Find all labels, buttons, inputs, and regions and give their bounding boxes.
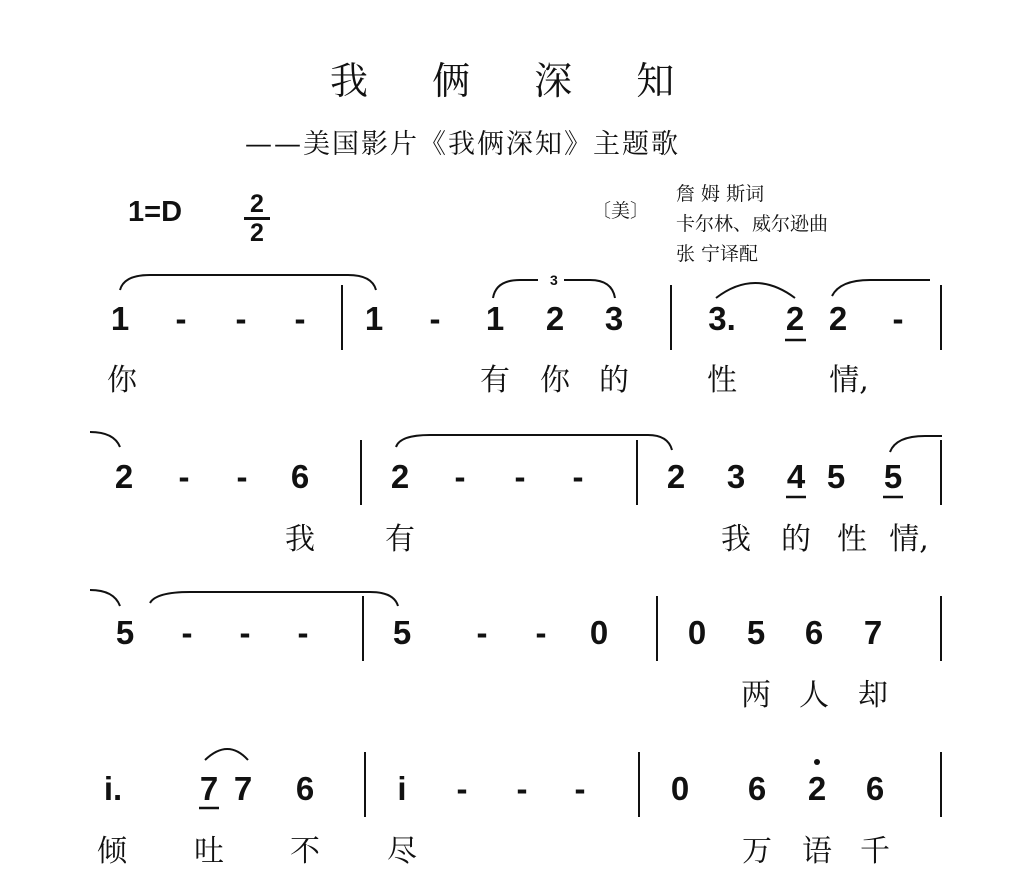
note: - (235, 300, 247, 337)
note: i. (103, 770, 123, 807)
note: - (456, 770, 468, 807)
tuplet-bracket (493, 280, 615, 298)
note: 3. (708, 300, 736, 337)
note: 3 (604, 300, 624, 337)
note: - (514, 458, 526, 495)
tuplet-number: 3 (550, 272, 558, 288)
meter-bottom: 2 (250, 219, 264, 247)
note: - (516, 770, 528, 807)
lyric: 情, (889, 522, 929, 557)
lyric: 尽 (387, 834, 417, 869)
note: 2 (545, 300, 565, 337)
credit-lyricist: 詹 姆 斯词 (676, 183, 765, 205)
lyric: 却 (858, 678, 888, 713)
note: - (454, 458, 466, 495)
note: 7 (233, 770, 253, 807)
note: - (236, 458, 248, 495)
note: 1 (364, 300, 384, 337)
note: - (429, 300, 441, 337)
meter-top: 2 (250, 190, 264, 218)
lyric: 万 (742, 834, 772, 869)
note: 5 (746, 614, 766, 651)
note: - (535, 614, 547, 651)
slur (716, 283, 795, 298)
note: 5 (826, 458, 846, 495)
note: 2 (828, 300, 848, 337)
note: - (181, 614, 193, 651)
lyric: 性 (707, 363, 737, 398)
credit-composer: 卡尔林、威尔逊曲 (676, 213, 829, 235)
note: 2 (785, 300, 805, 337)
note: i (397, 770, 407, 807)
note: 1 (110, 300, 130, 337)
slur (396, 435, 672, 450)
note: 4 (786, 458, 806, 495)
lyric: 的 (781, 522, 811, 557)
slur (90, 432, 120, 447)
lyric: 我 (285, 522, 315, 557)
song-title: 我 俩 深 知 (330, 59, 701, 103)
note: - (175, 300, 187, 337)
note: - (574, 770, 586, 807)
credit-translator: 张 宁译配 (676, 243, 759, 265)
slur (832, 280, 930, 296)
lyric: 千 (860, 834, 890, 869)
note: 0 (687, 614, 707, 651)
lyric: 不 (290, 834, 320, 869)
note: 6 (290, 458, 310, 495)
note: 0 (670, 770, 690, 807)
lyric: 语 (802, 834, 832, 869)
note: 5 (392, 614, 412, 651)
lyric: 你 (107, 363, 137, 398)
lyric: 你 (540, 363, 570, 398)
note: 2 (390, 458, 410, 495)
note: - (239, 614, 251, 651)
note: 6 (747, 770, 767, 807)
note: - (297, 614, 309, 651)
lyric: 性 (837, 522, 867, 557)
octave-dot (814, 759, 820, 765)
slur (150, 592, 398, 606)
lyric: 我 (721, 522, 751, 557)
note: 1 (485, 300, 505, 337)
slur (890, 436, 942, 452)
note: 6 (804, 614, 824, 651)
lyric: 的 (599, 363, 629, 398)
note: 0 (589, 614, 609, 651)
note: 5 (115, 614, 135, 651)
lyric: 倾 (97, 834, 127, 869)
note: 5 (883, 458, 903, 495)
lyric: 两 (741, 678, 771, 713)
lyric: 有 (480, 363, 510, 398)
note: - (572, 458, 584, 495)
slur (205, 749, 248, 760)
note: - (294, 300, 306, 337)
note: - (892, 300, 904, 337)
note: 2 (807, 770, 827, 807)
slur (90, 590, 120, 606)
lyric: 有 (385, 522, 415, 557)
note: - (178, 458, 190, 495)
note: 2 (666, 458, 686, 495)
note: 2 (114, 458, 134, 495)
lyric: 情, (829, 363, 869, 398)
credit-origin: 〔美〕 (592, 200, 650, 222)
note: 6 (865, 770, 885, 807)
slur (120, 275, 376, 290)
key-signature: 1=D (128, 196, 183, 228)
note: - (476, 614, 488, 651)
note: 3 (726, 458, 746, 495)
note: 7 (863, 614, 883, 651)
lyric: 吐 (194, 834, 224, 869)
note: 7 (199, 770, 219, 807)
lyric: 人 (799, 678, 829, 713)
song-subtitle: ——美国影片《我俩深知》主题歌 (245, 129, 680, 160)
note: 6 (295, 770, 315, 807)
